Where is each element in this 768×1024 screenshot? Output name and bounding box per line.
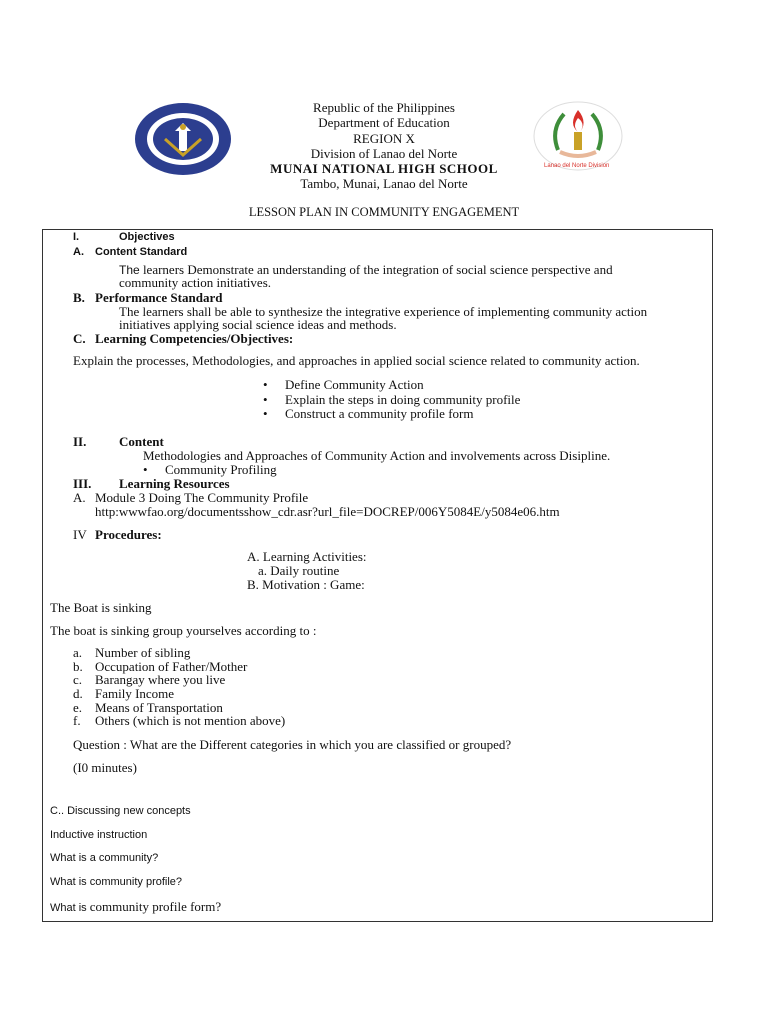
competency-bullet-2: • Explain the steps in doing community profile — [285, 392, 520, 408]
discussion-question-1: What is a community? — [50, 852, 159, 864]
objectives-heading: Objectives — [119, 231, 175, 243]
daily-routine: a. Daily routine — [258, 563, 340, 578]
procedures-heading: Procedures: — [95, 527, 162, 542]
game-title: The Boat is sinking — [50, 600, 152, 615]
content-standard-heading: Content Standard — [95, 246, 188, 258]
game-question: Question : What are the Different categories in which you are classified or grouped? — [73, 737, 512, 752]
division-logo-caption: Lanao del Norte Division — [544, 163, 610, 169]
resources-item: Module 3 Doing The Community Profile — [95, 490, 309, 505]
content-text: Methodologies and Approaches of Community Action and involvements across Disipline. — [143, 448, 611, 463]
competency-bullet-1: • Define Community Action — [285, 377, 424, 393]
procedures-numeral: IV — [73, 527, 87, 542]
header-line-department: Department of Education — [318, 115, 450, 130]
school-address: Tambo, Munai, Lanao del Norte — [300, 176, 468, 191]
competency-bullet-3: • Construct a community profile form — [285, 406, 473, 422]
game-item-text: Occupation of Father/Mother — [95, 659, 248, 674]
resources-url: http:wwwfao.org/documentsshow_cdr.asr?url_file=DOCREP/006Y5084E/y5084e06.htm — [95, 504, 560, 519]
performance-standard-heading: Performance Standard — [95, 290, 223, 305]
page-title: LESSON PLAN IN COMMUNITY ENGAGEMENT — [248, 205, 520, 219]
competencies-heading: Learning Competencies/Objectives: — [95, 331, 294, 346]
performance-standard-letter: B. — [73, 290, 85, 305]
school-name: MUNAI NATIONAL HIGH SCHOOL — [270, 161, 498, 176]
discussion-question-3 — [50, 899, 221, 915]
game-item-letter: e. — [73, 700, 83, 715]
objectives-numeral: I. — [73, 231, 80, 243]
content-standard-lead: The — [119, 263, 140, 277]
performance-standard-line2: initiatives applying social science ideas and methods. — [119, 317, 397, 332]
motivation: B. Motivation : Game: — [247, 577, 365, 592]
header-line-region: REGION X — [353, 131, 415, 146]
discussion-heading: C.. Discussing new concepts — [50, 805, 191, 817]
game-item-letter: f. — [73, 713, 81, 728]
content-heading: Content — [119, 434, 164, 449]
content-standard-body: learners Demonstrate an understanding of the integration of social science perspective and — [139, 262, 613, 277]
resources-heading: Learning Resources — [119, 476, 230, 491]
discussion-inductive: Inductive instruction — [50, 829, 148, 841]
discussion-question-2: What is community profile? — [50, 876, 183, 888]
game-item-text: Number of sibling — [95, 645, 191, 660]
game-time: (I0 minutes) — [73, 760, 137, 775]
discussion-question-3-lead: What is — [50, 902, 90, 914]
content-numeral: II. — [73, 434, 87, 449]
game-item-text: Family Income — [95, 686, 175, 701]
content-standard-letter: A. — [73, 246, 84, 258]
resources-numeral: III. — [73, 476, 92, 491]
competencies-text: Explain the processes, Methodologies, and approaches in applied social science related to community action. — [73, 353, 640, 368]
content-standard-text-line2: community action initiatives. — [119, 275, 272, 290]
competencies-letter: C. — [73, 331, 86, 346]
game-item-letter: c. — [73, 672, 83, 687]
game-item-letter: a. — [73, 645, 83, 660]
game-item-letter: d. — [73, 686, 83, 701]
learning-activities: A. Learning Activities: — [247, 549, 367, 564]
performance-standard-line1: The learners shall be able to synthesize the integrative experience of implementing community action — [119, 304, 648, 319]
resources-item-letter: A. — [73, 490, 86, 505]
content-bullet: • Community Profiling — [165, 462, 277, 478]
header-line-division: Division of Lanao del Norte — [310, 146, 458, 161]
header-line-republic: Republic of the Philippines — [313, 100, 455, 115]
game-instruction: The boat is sinking group yourselves according to : — [50, 623, 317, 638]
game-item-text: Others (which is not mention above) — [95, 713, 286, 728]
game-item-text: Barangay where you live — [95, 672, 226, 687]
game-item-letter: b. — [73, 659, 83, 674]
discussion-question-3-rest: community profile form? — [89, 899, 222, 914]
game-item-text: Means of Transportation — [95, 700, 223, 715]
